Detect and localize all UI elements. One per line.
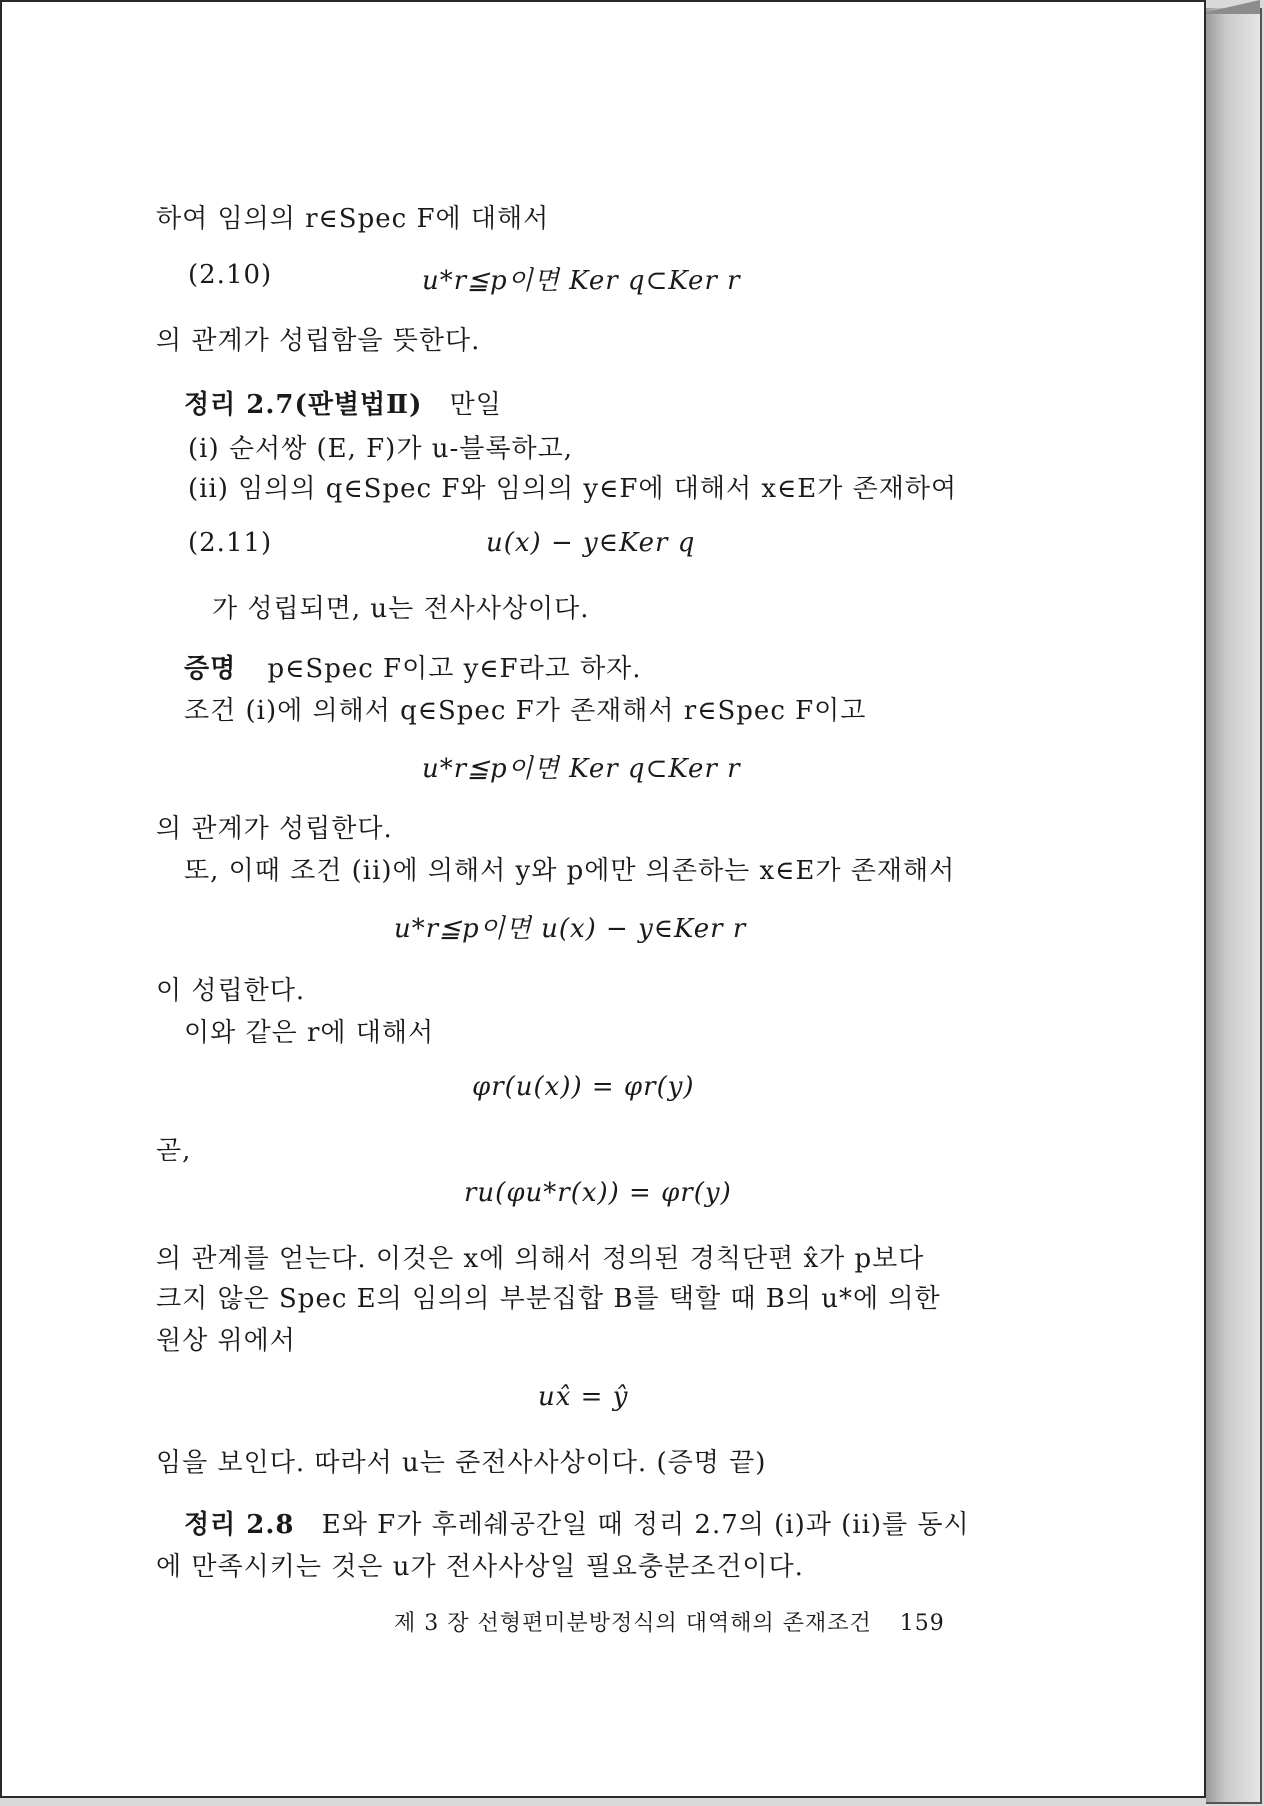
proof-line <box>184 648 642 685</box>
theorem-lead: 만일 <box>449 390 502 420</box>
page-edge <box>1206 8 1262 1804</box>
equation-number: (2.11) <box>188 528 273 558</box>
text-line: 또, 이때 조건 (ii)에 의해서 y와 p에만 의존하는 x∈E가 존재해서 <box>184 856 956 886</box>
page-edge-corner <box>1198 0 1260 14</box>
text-line: 가 성립되면, u는 전사사상이다. <box>212 594 590 624</box>
text-line: 임을 보인다. 따라서 u는 준전사사상이다. (증명 끝) <box>156 1448 767 1478</box>
text-line: 조건 (i)에 의해서 q∈Spec F가 존재해서 r∈Spec F이고 <box>184 696 867 726</box>
proof-text: p∈Spec F이고 y∈F라고 하자. <box>267 654 642 684</box>
text-line: 의 관계가 성립함을 뜻한다. <box>156 326 481 356</box>
display-equation: ru(φu*r(x)) = φr(y) <box>464 1178 732 1208</box>
text-line: 의 관계를 얻는다. 이것은 x에 의해서 정의된 경칙단편 x̂가 p보다 <box>156 1244 925 1274</box>
text-line: 곧, <box>156 1136 192 1166</box>
theorem-2-7-heading-line <box>184 384 502 421</box>
text-line: 의 관계가 성립한다. <box>156 814 393 844</box>
equation-body: u(x) − y∈Ker q <box>486 528 696 558</box>
chapter-title: 제 3 장 선형편미분방정식의 대역해의 존재조건 <box>394 1611 872 1636</box>
display-equation: u*r≦p이면 Ker q⊂Ker r <box>422 754 741 784</box>
proof-heading: 증명 <box>184 654 237 684</box>
text-line: 이와 같은 r에 대해서 <box>184 1018 435 1048</box>
equation-number: (2.10) <box>188 260 273 290</box>
theorem-2-8-line <box>184 1504 970 1541</box>
display-equation: ux̂ = ŷ <box>538 1382 629 1412</box>
theorem-text: E와 F가 후레쉐공간일 때 정리 2.7의 (i)과 (ii)를 동시 <box>321 1510 970 1540</box>
page-number: 159 <box>899 1611 945 1636</box>
text-line: 원상 위에서 <box>156 1326 296 1356</box>
display-equation: φr(u(x)) = φr(y) <box>472 1072 695 1102</box>
theorem-heading: 정리 2.8 <box>184 1510 295 1540</box>
text-line: 크지 않은 Spec E의 임의의 부분집합 B를 택할 때 B의 u*에 의한 <box>156 1284 941 1314</box>
text-line: 에 만족시키는 것은 u가 전사사상일 필요충분조건이다. <box>156 1552 804 1582</box>
running-footer <box>394 1606 945 1637</box>
condition-ii: (ii) 임의의 q∈Spec F와 임의의 y∈F에 대해서 x∈E가 존재하여 <box>188 474 958 504</box>
theorem-heading: 정리 2.7(판별법Ⅱ) <box>184 390 423 420</box>
text-line: 하여 임의의 r∈Spec F에 대해서 <box>156 204 550 234</box>
display-equation: u*r≦p이면 u(x) − y∈Ker r <box>394 914 747 944</box>
condition-i: (i) 순서쌍 (E, F)가 u-블록하고, <box>188 434 573 464</box>
equation-body: u*r≦p이면 Ker q⊂Ker r <box>422 266 741 296</box>
text-line: 이 성립한다. <box>156 976 306 1006</box>
